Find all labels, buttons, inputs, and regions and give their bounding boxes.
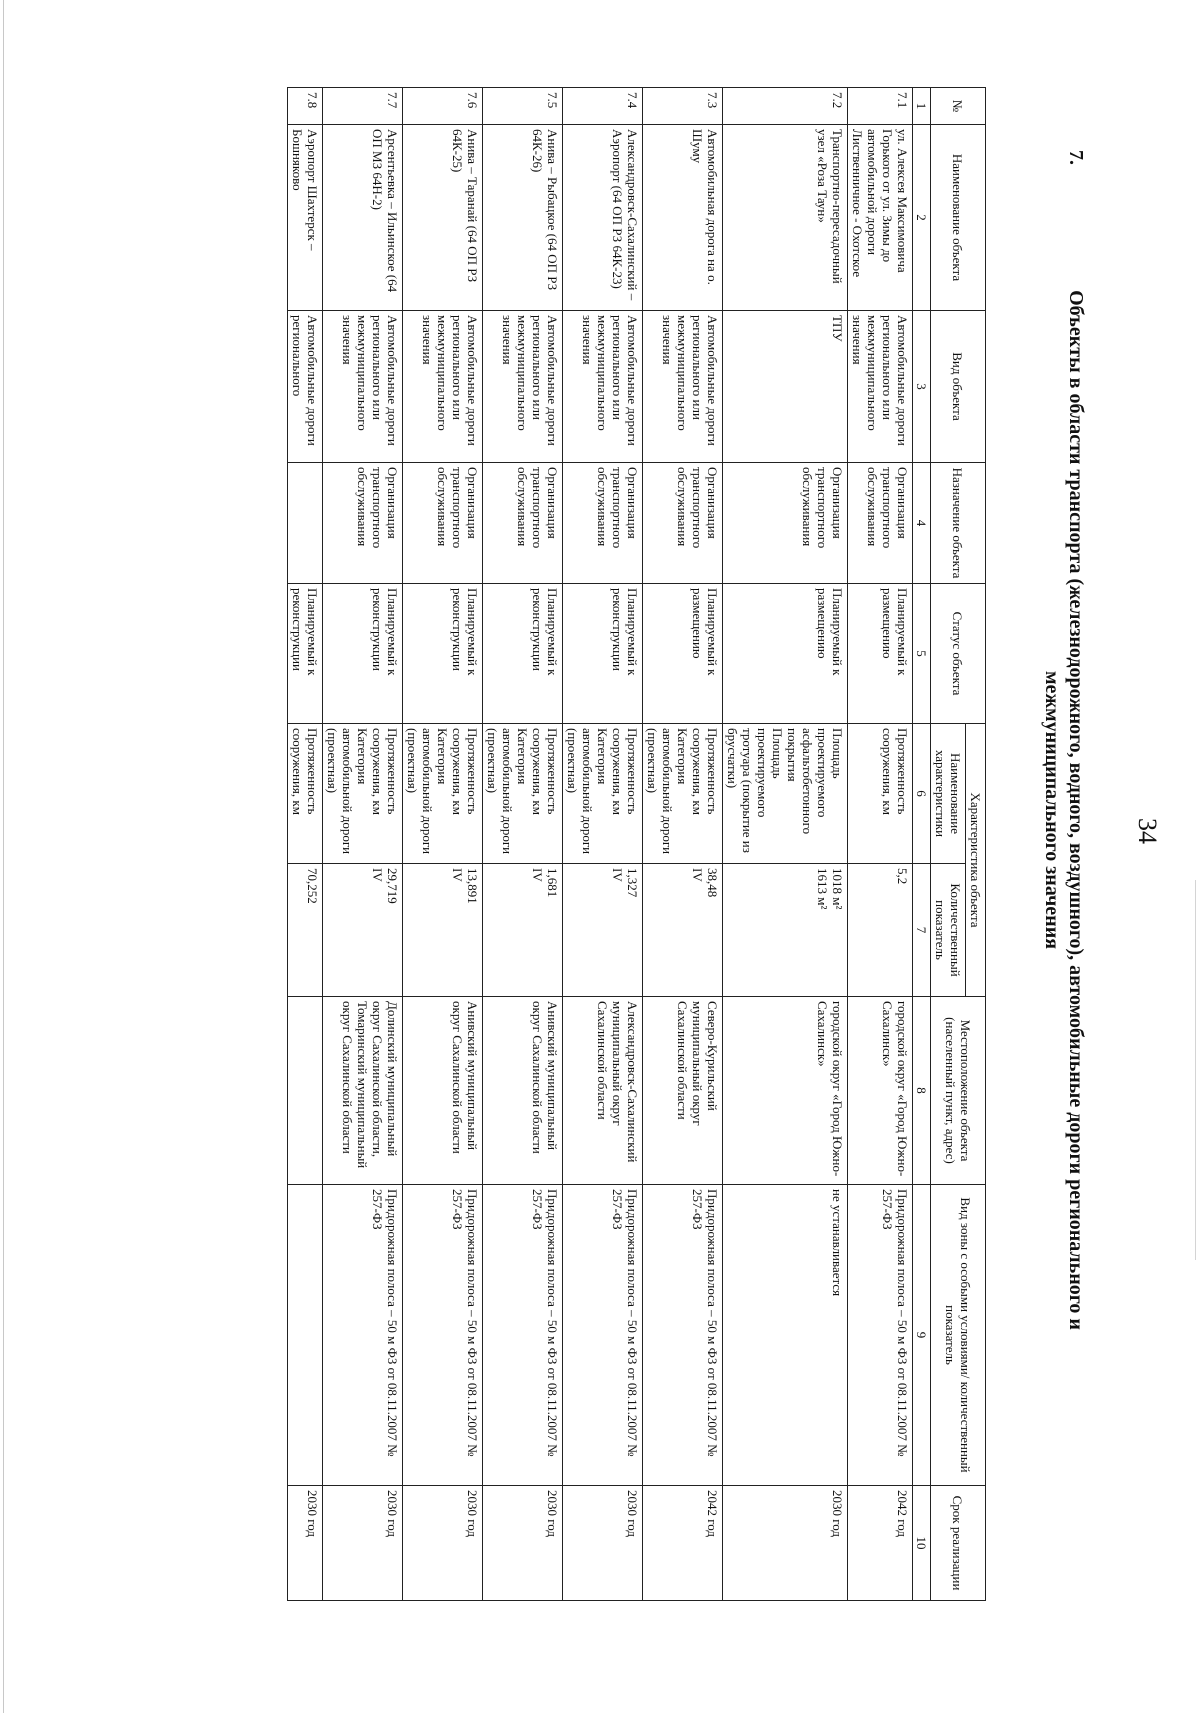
characteristic-values	[723, 864, 848, 997]
characteristic-value: IV	[450, 868, 465, 882]
characteristic-values	[563, 864, 643, 997]
object-status: Планируемый к реконструкции	[403, 584, 483, 724]
characteristic-name: Площадь проектируемого тротуара (покрытие из брусчатки)	[725, 728, 785, 853]
characteristic-name: Площадь проектируемого асфальтобетонного покрытия	[785, 728, 845, 835]
header-status: Статус объекта	[931, 584, 986, 724]
characteristic-value: IV	[530, 868, 545, 882]
column-number: 6	[913, 724, 931, 864]
column-number: 9	[913, 1185, 931, 1486]
characteristic-value: 5,2	[895, 868, 910, 885]
object-purpose: Организация транспортного обслуживания	[643, 463, 723, 584]
column-number-row	[913, 88, 931, 1601]
characteristic-values	[643, 864, 723, 997]
header-row-1	[966, 88, 986, 1601]
characteristic-name: Категория автомобильной дороги (проектная)	[645, 728, 690, 855]
object-purpose: Организация транспортного обслуживания	[483, 463, 563, 584]
object-name: Автомобильная дорога на о. Шуму	[643, 125, 723, 311]
characteristic-names	[848, 724, 913, 864]
row-number: 7.2	[723, 88, 848, 125]
characteristic-names	[563, 724, 643, 864]
column-number: 8	[913, 997, 931, 1185]
object-type: Автомобильные дороги регионального или межмуниципального значения	[848, 311, 913, 463]
column-number: 7	[913, 864, 931, 997]
column-number: 10	[913, 1486, 931, 1601]
table-row	[403, 88, 483, 1601]
characteristic-value: IV	[690, 868, 705, 882]
object-location	[288, 997, 323, 1185]
table-row	[483, 88, 563, 1601]
characteristic-value: 1,681	[545, 868, 560, 898]
characteristic-names	[723, 724, 848, 864]
table-row	[723, 88, 848, 1601]
table-body	[288, 88, 931, 1601]
special-zone: Придорожная полоса – 50 м ФЗ от 08.11.2007 № 257-ФЗ	[643, 1185, 723, 1486]
header-char-name: Наименование характеристики	[931, 724, 966, 864]
object-type: Автомобильные дороги регионального или межмуниципального значения	[643, 311, 723, 463]
row-number: 7.1	[848, 88, 913, 125]
characteristic-name: Категория автомобильной дороги (проектная)	[405, 728, 450, 855]
characteristic-value: 13,891	[465, 868, 480, 904]
object-type: ТПУ	[723, 311, 848, 463]
characteristic-value: 1018 м²	[830, 868, 845, 910]
characteristic-values	[483, 864, 563, 997]
special-zone: Придорожная полоса – 50 м ФЗ от 08.11.2007 № 257-ФЗ	[483, 1185, 563, 1486]
row-number: 7.7	[323, 88, 403, 125]
object-type: Автомобильные дороги регионального или межмуниципального значения	[403, 311, 483, 463]
characteristic-name: Протяженность сооружения, км	[610, 728, 640, 815]
object-location: Долинский муниципальный округ Сахалинской области, Томаринский муниципальный округ Сахалинской области	[323, 997, 403, 1185]
characteristic-value: 70,252	[305, 868, 320, 904]
header-zone: Вид зоны с особыми условиями/ количественный показатель	[931, 1185, 986, 1486]
characteristic-names	[323, 724, 403, 864]
object-status: Планируемый к размещению	[643, 584, 723, 724]
object-status: Планируемый к размещению	[848, 584, 913, 724]
characteristic-value: 38,48	[705, 868, 720, 898]
table-row	[848, 88, 913, 1601]
characteristic-values	[323, 864, 403, 997]
characteristic-name: Категория автомобильной дороги (проектная)	[485, 728, 530, 855]
header-type: Вид объекта	[931, 311, 986, 463]
characteristic-names	[483, 724, 563, 864]
header-name: Наименование объекта	[931, 125, 986, 311]
object-status: Планируемый к реконструкции	[323, 584, 403, 724]
characteristic-name: Категория автомобильной дороги (проектная)	[565, 728, 610, 855]
object-location: Анивский муниципальный округ Сахалинской области	[403, 997, 483, 1185]
column-number: 1	[913, 88, 931, 125]
section-title: Объекты в области транспорта (железнодорожного, водного, воздушного), автомобильные дороги регионального и межмуниципального значения	[1041, 290, 1087, 1330]
characteristic-values	[848, 864, 913, 997]
object-name: Анива – Рыбацкое (64 ОП РЗ 64К-26)	[483, 125, 563, 311]
characteristic-value: 1613 м²	[815, 868, 830, 910]
object-status: Планируемый к размещению	[723, 584, 848, 724]
object-name: Арсентьевка – Ильинское (64 ОП МЗ 64Н-2)	[323, 125, 403, 311]
object-purpose: Организация транспортного обслуживания	[563, 463, 643, 584]
header-purpose: Назначение объекта	[931, 463, 986, 584]
section-number: 7.	[1065, 150, 1087, 165]
special-zone: Придорожная полоса – 50 м ФЗ от 08.11.2007 № 257-ФЗ	[563, 1185, 643, 1486]
object-name: Транспортно-пересадочный узел «Роза Таун»	[723, 125, 848, 311]
object-name: Аэропорт Шахтерск – Бошняково	[288, 125, 323, 311]
header-term: Срок реализации	[931, 1486, 986, 1601]
characteristic-values	[403, 864, 483, 997]
characteristic-value: 1,327	[625, 868, 640, 898]
row-number: 7.3	[643, 88, 723, 125]
special-zone: Придорожная полоса – 50 м ФЗ от 08.11.2007 № 257-ФЗ	[323, 1185, 403, 1486]
special-zone: Придорожная полоса – 50 м ФЗ от 08.11.2007 № 257-ФЗ	[848, 1185, 913, 1486]
column-number: 2	[913, 125, 931, 311]
object-location: Северо-Курильский муниципальный округ Сахалинской области	[643, 997, 723, 1185]
characteristic-value: IV	[370, 868, 385, 882]
object-name: ул. Алексея Максимовича Горького от ул. Зимы до автомобильной дороги Лиственничное - Охотское	[848, 125, 913, 311]
implementation-term: 2030 год	[288, 1486, 323, 1601]
object-location: Александровск-Сахалинский муниципальный округ Сахалинской области	[563, 997, 643, 1185]
characteristic-name: Протяженность сооружения, км	[690, 728, 720, 815]
column-number: 5	[913, 584, 931, 724]
implementation-term: 2030 год	[723, 1486, 848, 1601]
column-number: 4	[913, 463, 931, 584]
characteristic-names	[643, 724, 723, 864]
header-char-value: Количественный показатель	[931, 864, 966, 997]
characteristic-values	[288, 864, 323, 997]
characteristic-name: Протяженность сооружения, км	[370, 728, 400, 815]
object-purpose: Организация транспортного обслуживания	[848, 463, 913, 584]
characteristic-name: Категория автомобильной дороги (проектная)	[325, 728, 370, 855]
special-zone: не устанавливается	[723, 1185, 848, 1486]
implementation-term: 2042 год	[848, 1486, 913, 1601]
characteristic-value: 29,719	[385, 868, 400, 904]
object-purpose	[288, 463, 323, 584]
header-characteristics: Характеристика объекта	[966, 724, 986, 997]
objects-table	[287, 87, 986, 1601]
column-number: 3	[913, 311, 931, 463]
table-row	[323, 88, 403, 1601]
row-number: 7.8	[288, 88, 323, 125]
object-location: городской округ «Город Южно-Сахалинск»	[723, 997, 848, 1185]
object-location: городской округ «Город Южно-Сахалинск»	[848, 997, 913, 1185]
characteristic-names	[288, 724, 323, 864]
object-purpose: Организация транспортного обслуживания	[403, 463, 483, 584]
implementation-term: 2042 год	[643, 1486, 723, 1601]
row-number: 7.4	[563, 88, 643, 125]
object-name: Александровск-Сахалинский – Аэропорт (64 ОП РЗ 64К-23)	[563, 125, 643, 311]
characteristic-name: Протяженность сооружения, км	[880, 728, 910, 815]
object-type: Автомобильные дороги регионального или межмуниципального значения	[483, 311, 563, 463]
object-status: Планируемый к реконструкции	[563, 584, 643, 724]
special-zone: Придорожная полоса – 50 м ФЗ от 08.11.2007 № 257-ФЗ	[403, 1185, 483, 1486]
object-status: Планируемый к реконструкции	[483, 584, 563, 724]
characteristic-names	[403, 724, 483, 864]
header-no: №	[931, 88, 986, 125]
object-purpose: Организация транспортного обслуживания	[723, 463, 848, 584]
characteristic-name: Протяженность сооружения, км	[530, 728, 560, 815]
table-row	[288, 88, 323, 1601]
table-row	[563, 88, 643, 1601]
header-location: Местоположение объекта (населенный пункт, адрес)	[931, 997, 986, 1185]
object-type: Автомобильные дороги регионального или межмуниципального значения	[563, 311, 643, 463]
characteristic-name: Протяженность сооружения, км	[290, 728, 320, 815]
row-number: 7.5	[483, 88, 563, 125]
object-type: Автомобильные дороги регионального или межмуниципального значения	[323, 311, 403, 463]
object-purpose: Организация транспортного обслуживания	[323, 463, 403, 584]
object-type: Автомобильные дороги регионального	[288, 311, 323, 463]
object-status: Планируемый к реконструкции	[288, 584, 323, 724]
table-row	[643, 88, 723, 1601]
page-number: 34	[1133, 818, 1162, 844]
object-name: Анива – Таранай (64 ОП РЗ 64К-25)	[403, 125, 483, 311]
implementation-term: 2030 год	[403, 1486, 483, 1601]
implementation-term: 2030 год	[563, 1486, 643, 1601]
row-number: 7.6	[403, 88, 483, 125]
characteristic-value: IV	[610, 868, 625, 882]
object-location: Анивский муниципальный округ Сахалинской области	[483, 997, 563, 1185]
implementation-term: 2030 год	[323, 1486, 403, 1601]
characteristic-name: Протяженность сооружения, км	[450, 728, 480, 815]
implementation-term: 2030 год	[483, 1486, 563, 1601]
special-zone	[288, 1185, 323, 1486]
